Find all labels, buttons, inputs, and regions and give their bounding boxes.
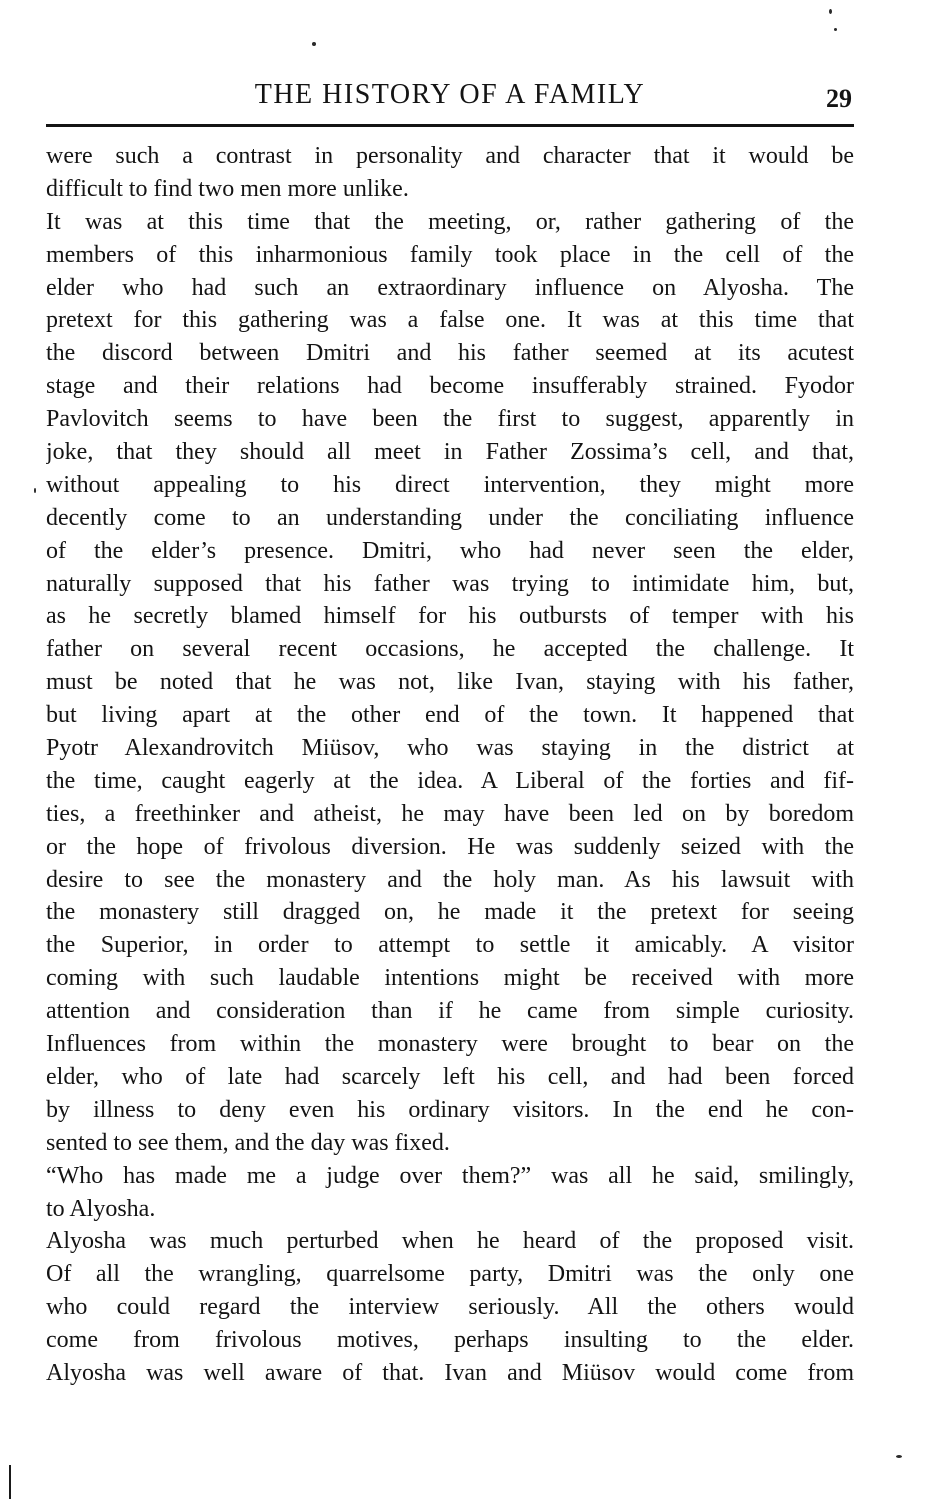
text-line: must be noted that he was not, like Ivan, staying with his father, [46,669,854,696]
text-line: as he secretly blamed himself for his outbursts of temper with his [46,603,854,630]
text-line: the Superior, in order to attempt to settle it amicably. A visitor [46,932,854,959]
scan-speck [34,488,36,493]
text-line: who could regard the interview seriously. All the others would [46,1294,854,1321]
running-title: THE HISTORY OF A FAMILY [254,79,646,110]
text-line: naturally supposed that his father was trying to intimidate him, but, [46,570,854,597]
scan-margin-mark [9,1465,11,1499]
text-line: were such a contrast in personality and character that it would be [46,143,854,169]
text-line: members of this inharmonious family took place in the cell of the [46,241,854,268]
scan-speck [896,1455,902,1458]
scan-speck [829,9,832,14]
text-line: It was at this time that the meeting, or, rather gathering of the [46,208,854,235]
text-line: to Alyosha. [46,1195,156,1222]
text-line: pretext for this gathering was a false one. It was at this time that [46,307,854,334]
header-rule [46,124,854,127]
scan-speck [834,28,837,31]
text-line: or the hope of frivolous diversion. He was suddenly seized with the [46,833,854,860]
text-line: Pavlovitch seems to have been the first to suggest, apparently in [46,406,854,433]
text-line: elder, who of late had scarcely left his cell, and had been forced [46,1063,854,1090]
text-line: Pyotr Alexandrovitch Miüsov, who was staying in the district at [46,735,854,762]
text-line: father on several recent occasions, he accepted the challenge. It [46,636,854,663]
text-line: sented to see them, and the day was fixed. [46,1129,450,1156]
text-line: Alyosha was well aware of that. Ivan and Miüsov would come from [46,1359,854,1386]
text-line: difficult to find two men more unlike. [46,175,409,202]
text-line: but living apart at the other end of the town. It happened that [46,702,854,729]
text-line: by illness to deny even his ordinary visitors. In the end he con- [46,1096,854,1123]
scan-speck [312,42,316,46]
text-line: Influences from within the monastery were brought to bear on the [46,1031,854,1058]
text-line: without appealing to his direct intervention, they might more [46,471,854,498]
text-line: come from frivolous motives, perhaps insulting to the elder. [46,1327,854,1354]
text-line: coming with such laudable intentions might be received with more [46,965,854,992]
text-line: of the elder’s presence. Dmitri, who had never seen the elder, [46,537,854,564]
text-line: “Who has made me a judge over them?” was all he said, smilingly, [46,1162,854,1189]
text-line: elder who had such an extraordinary influence on Alyosha. The [46,274,854,301]
running-head [46,77,854,117]
text-line: decently come to an understanding under the conciliating influence [46,504,854,531]
text-line: the monastery still dragged on, he made it the pretext for seeing [46,899,854,926]
text-line: joke, that they should all meet in Father Zossima’s cell, and that, [46,439,854,466]
text-line: stage and their relations had become insufferably strained. Fyodor [46,373,854,400]
text-line: the time, caught eagerly at the idea. A Liberal of the forties and fif- [46,767,854,794]
text-line: Of all the wrangling, quarrelsome party, Dmitri was the only one [46,1261,854,1288]
body-text [46,140,854,1390]
text-line: Alyosha was much perturbed when he heard of the proposed visit. [46,1228,854,1255]
text-line: ties, a freethinker and atheist, he may have been led on by boredom [46,800,854,827]
text-line: attention and consideration than if he came from simple curiosity. [46,998,854,1025]
text-line: desire to see the monastery and the holy man. As his lawsuit with [46,866,854,893]
text-line: the discord between Dmitri and his father seemed at its acutest [46,340,854,367]
page-number: 29 [826,84,852,113]
